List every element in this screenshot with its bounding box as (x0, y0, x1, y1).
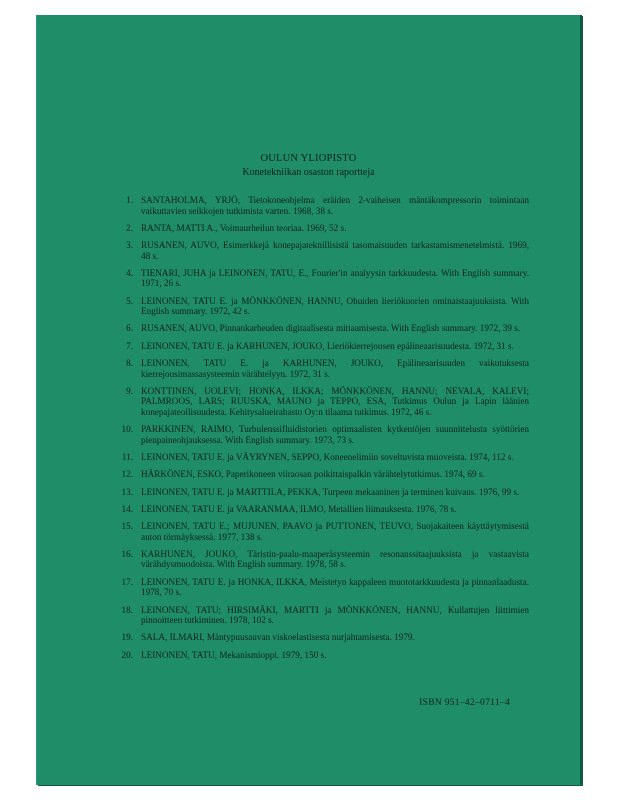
list-item (109, 650, 529, 661)
list-item (109, 504, 529, 515)
list-item (109, 469, 529, 480)
item-text: RUSANEN, AUVO, Esimerkkejä konepajateknillisistä tasomaisuuden tarkastamismenetelmistä. 1969, 48 s. (141, 240, 529, 261)
item-number: 12. (121, 469, 133, 480)
item-number: 17. (121, 576, 133, 587)
item-text: RANTA, MATTI A., Voimaurheilun teoriaa. 1969, 52 s. (141, 222, 347, 233)
item-number: 11. (121, 451, 133, 462)
item-text: HÄRKÖNEN, ESKO, Paperikoneen viiraosan poikittaispalkin värähtelytutkimus. 1974, 69 s. (141, 469, 485, 480)
series-subtitle: Konetekniikan osaston raportteja (242, 167, 375, 178)
item-text: LEINONEN, TATU, Mekanismioppi. 1979, 150 s. (141, 649, 327, 660)
item-text: TIENARI, JUHA ja LEINONEN, TATU, E., Fourier'in analyysin tarkkuudesta. With English summary. 1971, 26 s. (141, 267, 529, 289)
item-text: KARHUNEN, JOUKO, Täristin-paalu-maaperäsysteemin resonanssitaajuuksista ja vastaavista värähdysmuodoista. With English summary. 1978, 58 s. (141, 548, 529, 570)
list-item (109, 323, 529, 334)
list-item (109, 240, 529, 261)
item-number: 6. (126, 323, 133, 334)
list-item (109, 223, 529, 234)
list-item (109, 487, 529, 498)
item-number: 16. (121, 548, 133, 559)
list-item (109, 358, 529, 379)
item-number: 3. (126, 240, 133, 251)
item-text: LEINONEN, TATU E. ja KARHUNEN, JOUKO, Epälineaarisuuden vaikutuksesta kierrejousimassasysteemin värähtelyyn. 1972, 31 s. (141, 358, 529, 379)
item-text: SANTAHOLMA, YRJÖ, Tietokoneohjelma eräiden 2-vaiheisen mäntäkompressorin toimintaan vaikuttavien seikkojen tutkimista varten. 1968, 38 s. (141, 195, 529, 216)
report-list (109, 195, 529, 667)
item-number: 15. (121, 521, 133, 532)
item-text: LEINONEN, TATU E. ja HONKA, ILKKA, Meistetyn kappaleen muototarkkuudesta ja pinnanlaadusta. 1978, 70 s. (141, 576, 529, 598)
item-number: 10. (121, 424, 133, 435)
item-number: 9. (126, 385, 133, 396)
item-text: LEINONEN, TATU E. ja VÄYRYNEN, SEPPO, Koneenelimiin soveltuvista muoveista. 1974, 112 s. (141, 451, 514, 462)
list-item (109, 195, 529, 216)
item-text: LEINONEN, TATU; HIRSIMÄKI, MARTTI ja MÖNKKÖNEN, HANNU, Kullattujen liittimien pinnoitteen tutkiminen. 1978, 102 s. (141, 604, 529, 626)
list-item (109, 424, 529, 445)
item-text: KONTTINEN, UOLEVI; HONKA, ILKKA; MÖNKKÖNEN, HANNU; NEVALA, KALEVI; PALMROOS, LARS; RUUSKA, MAUNO ja TEPPO, ESA, Tutkimus Oulun ja Lapin läänien konepajateollisuudesta. Kehitysalueirahasto Oy:n tilaama tutkimus. 1972, 46 s. (141, 385, 529, 417)
item-text: RUSANEN, AUVO, Pinnankarheuden digitaalisesta mittaamisesta. With English summary. 1972, 39 s. (141, 323, 521, 334)
book-back-cover (37, 15, 582, 785)
isbn-label: ISBN 951–42–0711–4 (419, 698, 510, 708)
item-text: LEINONEN, TATU E. ja KARHUNEN, JOUKO, Lieriökierrejousen epälineaarisuudesta. 1972, 31 s. (141, 340, 514, 351)
list-item (109, 386, 529, 418)
item-number: 8. (126, 358, 133, 369)
item-text: PARKKINEN, RAIMO, Turbulenssifluidistorien optimaalisten kytkentöjen suunnittelusta syöttörien pienpaineohjauksessa. With English summary. 1973, 73 s. (141, 424, 529, 445)
list-item (109, 521, 529, 542)
item-number: 2. (126, 222, 133, 233)
item-number: 5. (126, 295, 133, 306)
item-number: 7. (126, 340, 133, 351)
item-number: 13. (121, 486, 133, 497)
item-number: 20. (121, 649, 133, 660)
list-item (109, 605, 529, 626)
item-text: SALA, ILMARI, Mäntypuusauvan viskoelastisesta nurjahtamisesta. 1979. (141, 632, 415, 643)
item-number: 14. (121, 503, 133, 514)
list-item (109, 452, 529, 463)
list-item (109, 268, 529, 289)
list-item (109, 632, 529, 643)
publisher-title: OULUN YLIOPISTO (260, 153, 357, 164)
item-text: LEINONEN, TATU E. ja VAARANMAA, ILMO, Metallien liimauksesta. 1976, 78 s. (141, 503, 457, 514)
list-item (109, 549, 529, 570)
item-text: LEINONEN, TATU E. ja MÖNKKÖNEN, HANNU, Ohuiden lieriökuorien ominaistaajuuksista. With English summary. 1972, 42 s. (141, 295, 529, 317)
item-number: 19. (121, 632, 133, 643)
item-number: 1. (126, 195, 133, 205)
item-number: 18. (121, 604, 133, 615)
list-item (109, 577, 529, 598)
item-text: LEINONEN, TATU E. ja MARTTILA, PEKKA, Turpeen mekaaninen ja terminen kuivaus. 1976, 99 s. (141, 486, 520, 497)
item-text: LEINONEN, TATU E.; MUJUNEN, PAAVO ja PUTTONEN, TEUVO, Suojakaiteen käyttäytymisestä auton törmäyksessä. 1977, 138 s. (141, 521, 529, 542)
list-item (109, 341, 529, 352)
list-item (109, 296, 529, 317)
item-number: 4. (126, 267, 133, 278)
